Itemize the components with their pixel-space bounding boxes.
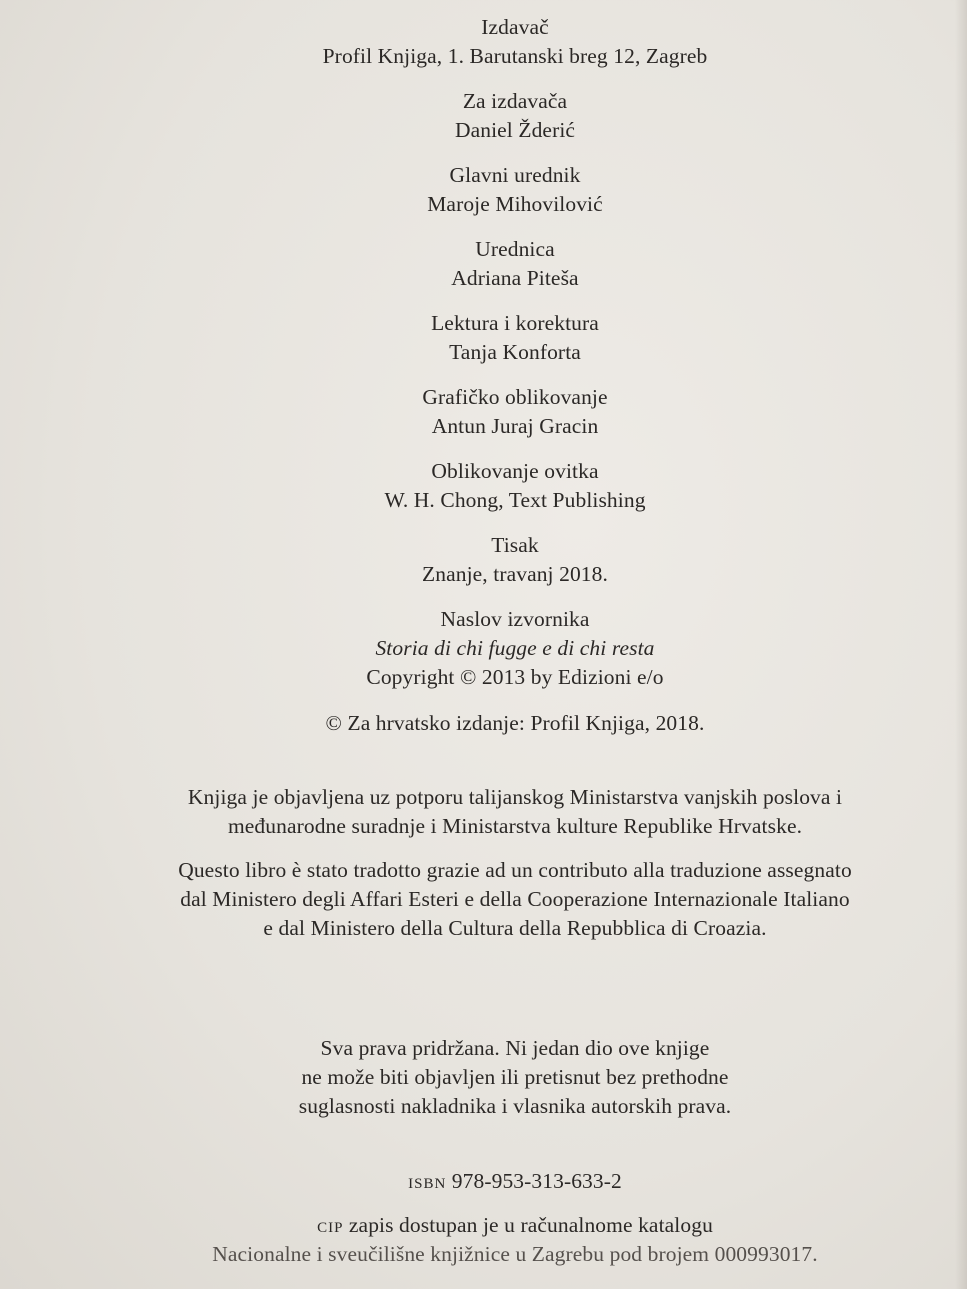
editor-value: Adriana Piteša	[451, 266, 579, 290]
support-it-line-2: dal Ministero degli Affari Esteri e della Cooperazione Internazionale Italiano	[180, 887, 850, 911]
proofreading-label: Lektura i korektura	[431, 311, 599, 335]
page-edge-shadow	[955, 0, 967, 1289]
for-publisher-label: Za izdavača	[462, 89, 568, 113]
graphic-design-label: Grafičko oblikovanje	[422, 385, 608, 409]
for-publisher-value: Daniel Žderić	[454, 118, 576, 142]
cover-design-label: Oblikovanje ovitka	[431, 459, 599, 483]
editor-in-chief-label: Glavni urednik	[449, 163, 581, 187]
editor-in-chief-value: Maroje Mihovilović	[427, 192, 603, 216]
cover-design-value: W. H. Chong, Text Publishing	[384, 488, 646, 512]
graphic-design-value: Antun Juraj Gracin	[431, 414, 599, 438]
rights-line-2: ne može biti objavljen ili pretisnut bez prethodne	[301, 1065, 729, 1089]
support-hr-line-2: međunarodne suradnje i Ministarstva kulture Republike Hrvatske.	[227, 814, 803, 838]
editor-label: Urednica	[475, 237, 555, 261]
copyright-original: Copyright © 2013 by Edizioni e/o	[366, 665, 664, 689]
support-it-line-3: e dal Ministero della Cultura della Repubblica di Croazia.	[263, 916, 767, 940]
original-title-value: Storia di chi fugge e di chi resta	[375, 636, 655, 660]
cip-line-1	[0, 1211, 967, 1243]
print-value: Znanje, travanj 2018.	[422, 562, 608, 586]
isbn-label: ISBN	[408, 1176, 447, 1192]
cip-line-2: Nacionalne i sveučilišne knjižnice u Zagrebu pod brojem 000993017.	[212, 1242, 818, 1266]
cip-label: CIP	[317, 1220, 344, 1236]
rights-line-3: suglasnosti nakladnika i vlasnika autorskih prava.	[298, 1094, 732, 1118]
copyright-croatian: © Za hrvatsko izdanje: Profil Knjiga, 2018.	[325, 711, 705, 735]
isbn-line	[0, 1167, 967, 1199]
original-title-label: Naslov izvornika	[440, 607, 590, 631]
print-label: Tisak	[491, 533, 539, 557]
rights-line-1: Sva prava pridržana. Ni jedan dio ove knjige	[320, 1036, 710, 1060]
support-hr-line-1: Knjiga je objavljena uz potporu talijanskog Ministarstva vanjskih poslova i	[187, 785, 843, 809]
publisher-label: Izdavač	[481, 15, 549, 39]
proofreading-value: Tanja Konforta	[449, 340, 581, 364]
publisher-value: Profil Knjiga, 1. Barutanski breg 12, Zagreb	[322, 44, 708, 68]
cip-line-1-text: zapis dostupan je u računalnome katalogu	[348, 1213, 713, 1237]
support-it-line-1: Questo libro è stato tradotto grazie ad un contributo alla traduzione assegnato	[178, 858, 852, 882]
isbn-value: 978-953-313-633-2	[451, 1169, 622, 1193]
